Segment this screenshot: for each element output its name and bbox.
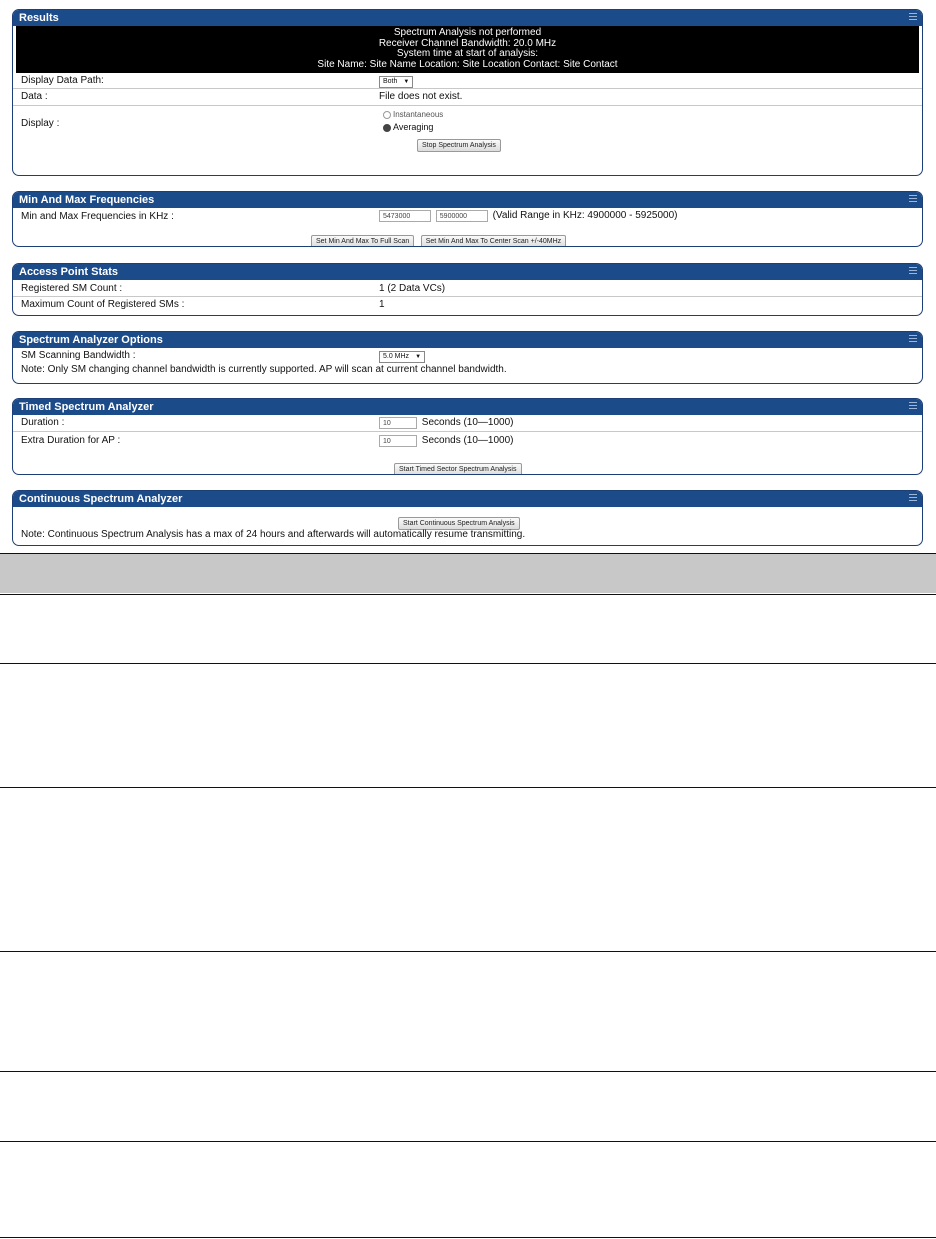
bandwidth-select[interactable]: [379, 351, 425, 363]
valid-range-text: (Valid Range in KHz: 4900000 - 5925000): [492, 210, 678, 221]
dropdown-arrow-icon: ▼: [415, 354, 422, 360]
menu-icon[interactable]: [909, 13, 917, 22]
table-rule: [0, 1237, 936, 1238]
duration-label: Duration :: [21, 417, 65, 428]
dropdown-arrow-icon: ▼: [403, 79, 410, 85]
menu-icon[interactable]: [909, 402, 917, 411]
duration-row: [13, 415, 922, 432]
table-rule: [0, 1071, 936, 1072]
continuous-note: Note: Continuous Spectrum Analysis has a max of 24 hours and afterwards will automatically resume transmitting.: [21, 529, 526, 540]
display-data-path-value: Both: [383, 78, 398, 85]
ap-stats-title: Access Point Stats: [19, 266, 119, 278]
continuous-panel: [12, 490, 923, 546]
table-rule: [0, 1141, 936, 1142]
display-data-path-row: [13, 73, 922, 89]
stats-value: 1: [379, 299, 385, 310]
timed-panel: [12, 398, 923, 475]
display-label: Display :: [21, 118, 60, 129]
stop-spectrum-analysis-button[interactable]: Stop Spectrum Analysis: [417, 139, 501, 152]
ap-stats-header: [13, 264, 922, 280]
display-data-path-select[interactable]: [379, 76, 413, 88]
stats-value: 1 (2 Data VCs): [379, 283, 446, 294]
duration-unit: Seconds (10—1000): [421, 417, 514, 428]
extra-duration-label: Extra Duration for AP :: [21, 435, 121, 446]
display-row: [13, 106, 922, 156]
extra-duration-row: [13, 432, 922, 448]
data-label: Data :: [21, 91, 48, 102]
timed-header: [13, 399, 922, 415]
full-scan-button[interactable]: Set Min And Max To Full Scan: [311, 235, 414, 247]
radio-icon[interactable]: [383, 111, 391, 119]
radio-label: Instantaneous: [393, 110, 444, 119]
stats-label: Maximum Count of Registered SMs :: [21, 299, 185, 310]
continuous-header: [13, 491, 922, 507]
banner-line: Site Name: Site Name Location: Site Location Contact: Site Contact: [317, 58, 618, 70]
results-panel: [12, 9, 923, 176]
menu-icon[interactable]: [909, 195, 917, 204]
continuous-title: Continuous Spectrum Analyzer: [19, 493, 183, 505]
extra-duration-input[interactable]: 10: [379, 435, 417, 447]
bandwidth-value: 5.0 MHz: [383, 353, 410, 360]
results-title: Results: [19, 12, 59, 24]
stats-row: [13, 280, 922, 297]
extra-duration-unit: Seconds (10—1000): [421, 435, 514, 446]
duration-input[interactable]: 10: [379, 417, 417, 429]
data-row: [13, 89, 922, 106]
sa-options-panel: [12, 331, 923, 384]
ap-stats-panel: [12, 263, 923, 316]
sa-options-header: [13, 332, 922, 348]
menu-icon[interactable]: [909, 494, 917, 503]
table-rule: [0, 553, 936, 554]
menu-icon[interactable]: [909, 267, 917, 276]
table-header: [0, 553, 936, 593]
bandwidth-row: [13, 348, 922, 364]
stats-row: [13, 297, 922, 313]
radio-selected-icon[interactable]: [383, 124, 391, 132]
menu-icon[interactable]: [909, 335, 917, 344]
bandwidth-label: SM Scanning Bandwidth :: [21, 350, 136, 361]
results-header: [13, 10, 922, 26]
minmax-panel: [12, 191, 923, 247]
start-continuous-analysis-button[interactable]: Start Continuous Spectrum Analysis: [398, 517, 520, 530]
minmax-row: [13, 208, 922, 225]
min-frequency-input[interactable]: 5473000: [379, 210, 431, 222]
banner-line: Receiver Channel Bandwidth: 20.0 MHz: [378, 37, 557, 49]
timed-title: Timed Spectrum Analyzer: [19, 401, 154, 413]
data-value: File does not exist.: [379, 91, 463, 102]
minmax-header: [13, 192, 922, 208]
radio-label: Averaging: [393, 122, 434, 132]
bandwidth-note: Note: Only SM changing channel bandwidth is currently supported. AP will scan at current channel bandwidth.: [21, 364, 507, 375]
minmax-title: Min And Max Frequencies: [19, 194, 155, 206]
radio-instantaneous[interactable]: [383, 108, 443, 121]
table-rule: [0, 663, 936, 664]
sa-options-title: Spectrum Analyzer Options: [19, 334, 163, 346]
display-data-path-label: Display Data Path:: [21, 75, 104, 86]
table-rule: [0, 951, 936, 952]
start-timed-analysis-button[interactable]: Start Timed Sector Spectrum Analysis: [394, 463, 522, 475]
center-scan-button[interactable]: Set Min And Max To Center Scan +/-40MHz: [421, 235, 566, 247]
table-rule: [0, 594, 936, 595]
banner-line: System time at start of analysis:: [396, 48, 539, 59]
banner-line: Spectrum Analysis not performed: [393, 27, 542, 38]
status-banner: [16, 26, 919, 73]
table-rule: [0, 787, 936, 788]
minmax-label: Min and Max Frequencies in KHz :: [21, 211, 174, 222]
radio-averaging[interactable]: [383, 121, 443, 134]
stats-label: Registered SM Count :: [21, 283, 123, 294]
max-frequency-input[interactable]: 5900000: [436, 210, 488, 222]
